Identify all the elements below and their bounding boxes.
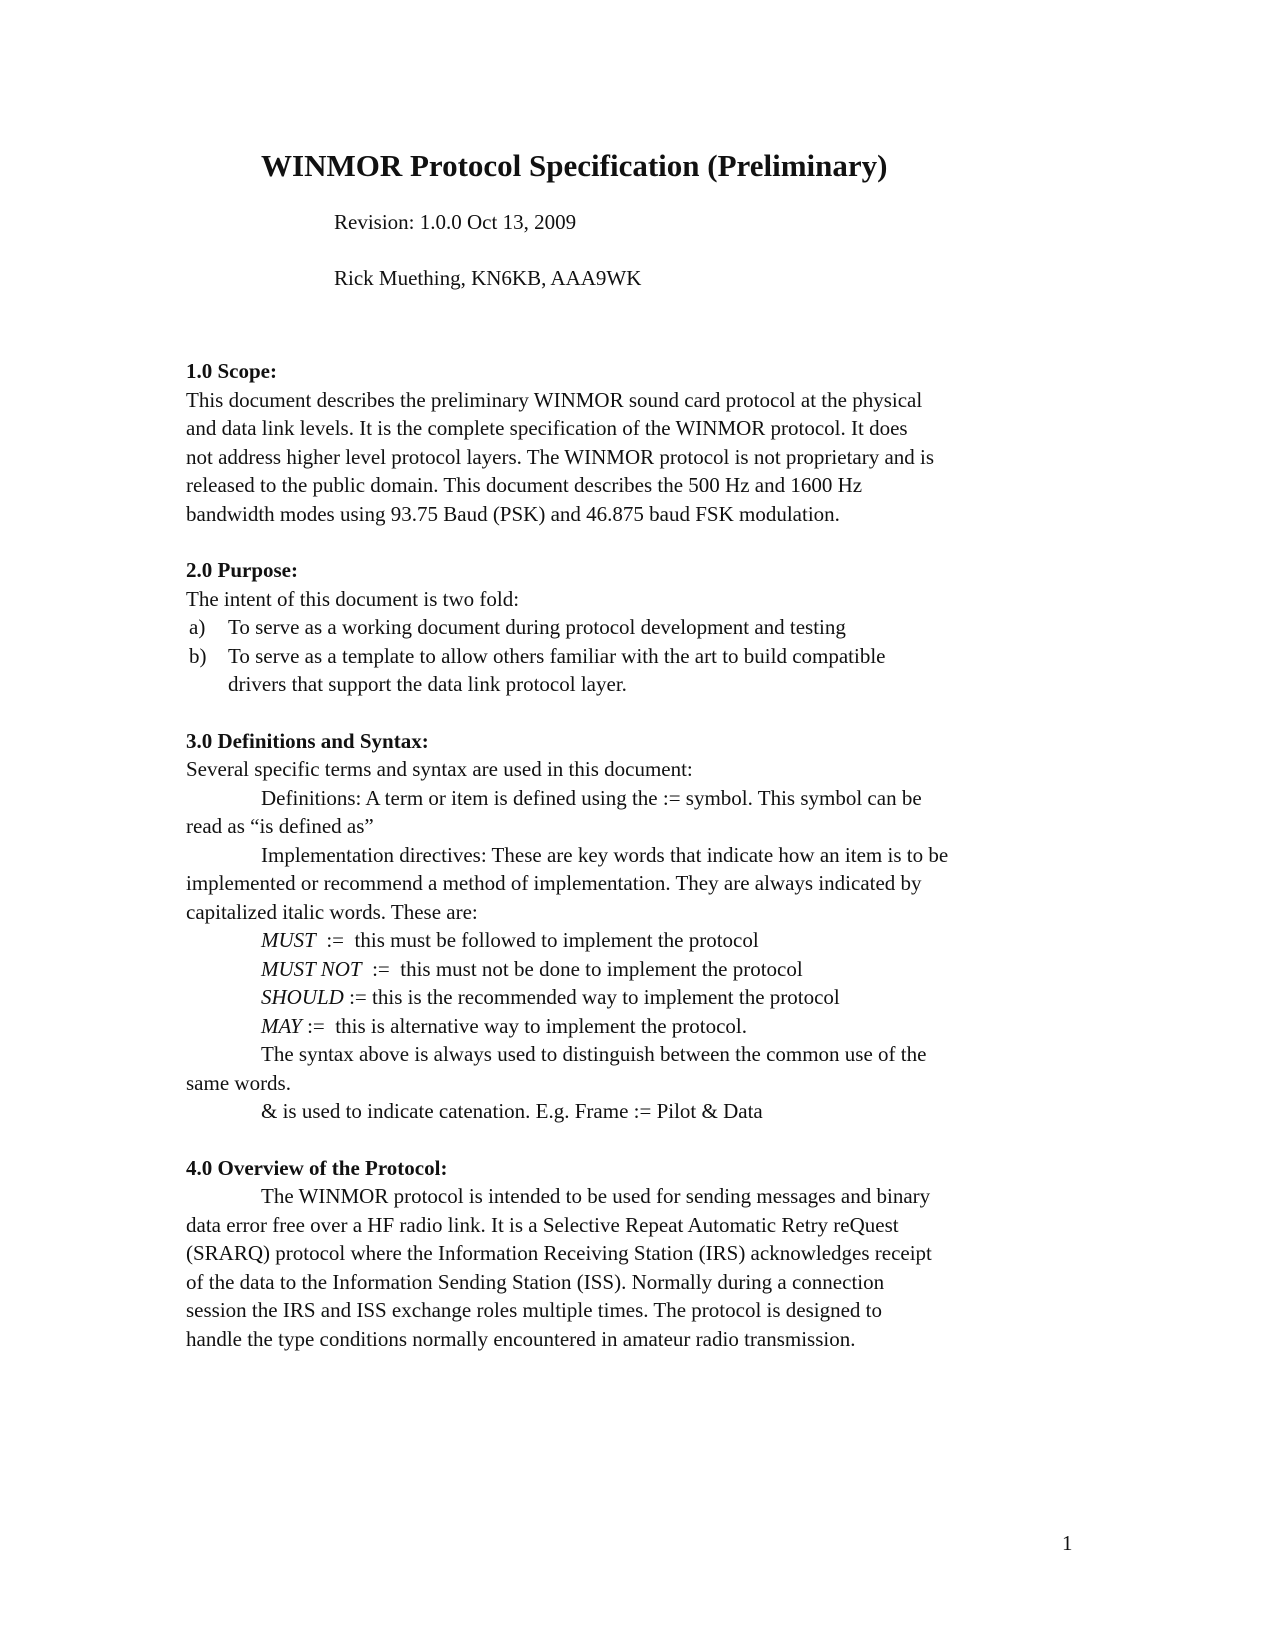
scope-line: This document describes the preliminary WINMOR sound card protocol at the physical (186, 387, 923, 412)
directive-item (186, 983, 1086, 1012)
revision-line: Revision: 1.0.0 Oct 13, 2009 (334, 210, 577, 234)
definitions-paragraph-line: Definitions: A term or item is defined using the := symbol. This symbol can be (261, 785, 922, 810)
definitions-intro: Several specific terms and syntax are used in this document: (186, 757, 693, 781)
overview-line: The WINMOR protocol is intended to be used for sending messages and binary (261, 1184, 931, 1208)
scope-section (186, 357, 1086, 528)
author-line: Rick Muething, KN6KB, AAA9WK (334, 266, 642, 290)
scope-line: and data link levels. It is the complete specification of the WINMOR protocol. It does (186, 416, 908, 440)
syntax-paragraph-line: The syntax above is always used to distinguish between the common use of the (261, 1042, 927, 1066)
catenation-line: & is used to indicate catenation. E.g. Frame := Pilot & Data (261, 1099, 763, 1123)
implementation-paragraph-line: implemented or recommend a method of implementation. They are always indicated by (186, 871, 922, 895)
directive-keyword: MUST (261, 928, 316, 952)
purpose-intro: The intent of this document is two fold: (186, 586, 520, 611)
definitions-heading: 3.0 Definitions and Syntax: (186, 728, 429, 753)
implementation-paragraph-line: capitalized italic words. These are: (186, 899, 478, 924)
list-item (186, 642, 1086, 699)
scope-heading: 1.0 Scope: (186, 359, 277, 383)
directive-item (186, 1012, 1086, 1041)
overview-line: session the IRS and ISS exchange roles multiple times. The protocol is designed to (186, 1298, 883, 1322)
scope-line: released to the public domain. This document describes the 500 Hz and 1600 Hz (186, 473, 863, 497)
overview-line: of the data to the Information Sending Station (ISS). Normally during a connection (186, 1269, 885, 1294)
list-marker: a) (189, 615, 206, 639)
overview-line: handle the type conditions normally encountered in amateur radio transmission. (186, 1326, 856, 1351)
implementation-paragraph-line: Implementation directives: These are key words that indicate how an item is to be (261, 842, 949, 867)
directive-keyword: MUST NOT (261, 956, 362, 981)
list-item-text: drivers that support the data link protocol layer. (228, 672, 627, 696)
overview-line: (SRARQ) protocol where the Information Receiving Station (IRS) acknowledges receipt (186, 1241, 932, 1265)
overview-section (186, 1154, 1086, 1354)
directive-item (186, 926, 1086, 955)
list-marker: b) (189, 643, 207, 668)
document-body (186, 357, 1086, 1353)
directive-text: := this is alternative way to implement the protocol. (301, 1013, 748, 1038)
purpose-heading: 2.0 Purpose: (186, 558, 298, 582)
scope-line: not address higher level protocol layers. The WINMOR protocol is not proprietary and is (186, 444, 935, 469)
directive-text: := this must not be done to implement the protocol (361, 956, 803, 981)
overview-line: data error free over a HF radio link. It is a Selective Repeat Automatic Retry reQuest (186, 1212, 899, 1237)
list-item (186, 613, 1086, 642)
syntax-paragraph-line: same words. (186, 1070, 291, 1095)
directive-item (186, 955, 1086, 984)
list-item-text: To serve as a working document during protocol development and testing (228, 615, 846, 639)
purpose-section (186, 556, 1086, 699)
list-item-text: To serve as a template to allow others familiar with the art to build compatible (228, 643, 886, 668)
document-title: WINMOR Protocol Specification (Preliminary) (261, 148, 888, 183)
definitions-paragraph-line: read as “is defined as” (186, 814, 374, 838)
directive-keyword: MAY (261, 1013, 302, 1038)
purpose-list (186, 613, 1086, 699)
page-number: 1 (1062, 1531, 1073, 1555)
directive-text: := this must be followed to implement the protocol (315, 928, 759, 952)
directive-keyword: SHOULD (261, 985, 344, 1009)
definitions-section (186, 727, 1086, 1126)
scope-line: bandwidth modes using 93.75 Baud (PSK) and 46.875 baud FSK modulation. (186, 501, 840, 526)
directive-list (186, 926, 1086, 1040)
scope-paragraph (186, 386, 1086, 529)
directive-text: := this is the recommended way to implement the protocol (343, 985, 840, 1009)
overview-paragraph (186, 1182, 1086, 1353)
overview-heading: 4.0 Overview of the Protocol: (186, 1155, 448, 1180)
